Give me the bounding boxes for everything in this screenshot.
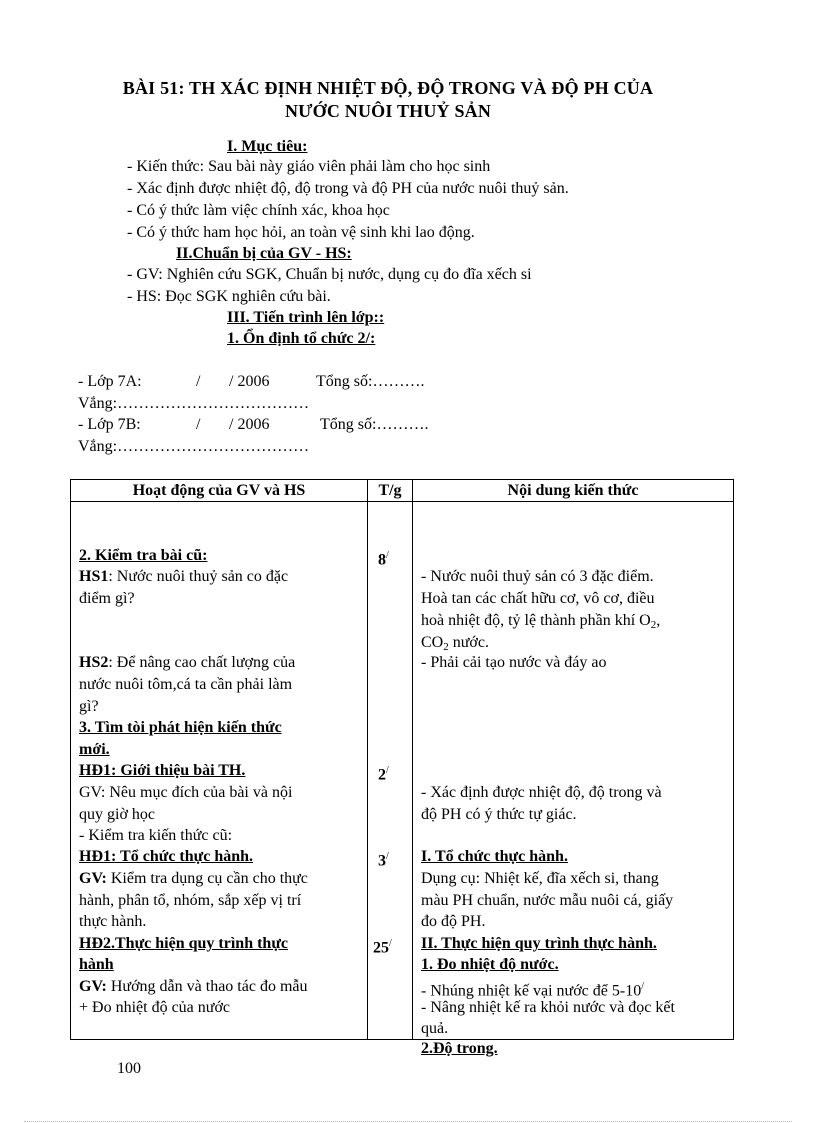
time-number: 8 <box>378 551 386 569</box>
review-heading: 2. Kiểm tra bài cũ: <box>79 547 208 564</box>
page-title-line2: NƯỚC NUÔI THUỶ SẢN <box>284 101 492 121</box>
practice-org-heading: I. Tổ chức thực hành. <box>421 848 568 865</box>
content-column <box>413 502 733 1057</box>
gv-label: GV: <box>79 978 107 995</box>
section2-heading: II.Chuẩn bị của GV - HS: <box>176 245 352 262</box>
time-value <box>378 545 389 571</box>
content-line: Hoà tan các chất hữu cơ, vô cơ, điều <box>421 590 655 607</box>
time-value <box>378 846 389 872</box>
page-number: 100 <box>117 1060 141 1077</box>
hs2-question-cont: nước nuôi tôm,cá ta cần phải làm <box>79 676 293 693</box>
hs1-question-cont: điểm gì? <box>79 590 135 607</box>
hs2-question-end: gì? <box>79 698 99 715</box>
time-number: 25 <box>373 939 389 957</box>
content-line: màu PH chuẩn, nước mẫu nuôi cá, giấy <box>421 892 674 909</box>
hd2-heading: HĐ2.Thực hiện quy trình thực <box>79 935 289 952</box>
content-line: - Phải cải tạo nước và đáy ao <box>421 654 607 671</box>
hd1-intro-heading: HĐ1: Giới thiệu bài TH. <box>79 762 246 779</box>
discovery-heading-cont: mới. <box>79 741 110 758</box>
content-line <box>421 632 489 654</box>
hs2-label: HS2 <box>79 654 109 671</box>
content-line: quả. <box>421 1020 449 1037</box>
table-header-activity: Hoạt động của GV và HS <box>71 480 368 502</box>
subscript: 2 <box>443 641 449 653</box>
content-line <box>421 610 660 632</box>
hd1-org-heading: HĐ1: Tổ chức thực hành. <box>79 848 254 865</box>
hs1-label: HS1 <box>79 568 109 585</box>
gv-intro-line: quy giờ học <box>79 806 156 823</box>
content-line: độ PH có ý thức tự giác. <box>421 806 577 823</box>
minute-mark: / <box>386 851 389 862</box>
section3-subheading: 1. Ổn định tổ chức 2/: <box>227 330 376 347</box>
content-text: CO <box>421 634 444 651</box>
section1-heading: I. Mục tiêu: <box>227 138 308 155</box>
page-bottom-rule <box>24 1121 792 1122</box>
gv-guide-line: + Đo nhiệt độ của nước <box>79 999 231 1016</box>
section1-item: - Có ý thức ham học hỏi, an toàn vệ sinh khi lao động. <box>127 224 475 241</box>
time-value <box>378 760 389 786</box>
section3-heading: III. Tiến trình lên lớp:: <box>227 309 385 326</box>
section2-item: - HS: Đọc SGK nghiên cứu bài. <box>127 288 331 305</box>
attendance-class: - Lớp 7A: <box>78 373 142 390</box>
minute-mark: / <box>641 981 644 992</box>
content-text: hoà nhiệt độ, tỷ lệ thành phần khí O <box>421 612 651 629</box>
attendance-year: / 2006 <box>229 373 270 390</box>
attendance-year: / 2006 <box>229 416 270 433</box>
gv-org-line: hành, phân tổ, nhóm, sắp xếp vị trí <box>79 892 302 909</box>
subscript: 2 <box>650 619 657 631</box>
content-line: - Nâng nhiệt kế ra khỏi nước và đọc kết <box>421 999 675 1016</box>
hs1-text: : Nước nuôi thuỷ sản co đặc <box>108 568 289 585</box>
content-line: - Nước nuôi thuỷ sản có 3 đặc điểm. <box>421 568 654 585</box>
gv-guide-line <box>79 976 308 998</box>
content-line: Dụng cụ: Nhiệt kế, đĩa xếch si, thang <box>421 870 659 887</box>
content-text: nước. <box>448 634 489 651</box>
content-text: - Nhúng nhiệt kế vại nước để 5-10 <box>421 982 642 1000</box>
content-text: , <box>656 612 661 629</box>
content-line: - Xác định được nhiệt độ, độ trong và <box>421 784 662 801</box>
hs1-question <box>79 566 288 588</box>
table-header-time: T/g <box>368 480 413 502</box>
section1-item: - Kiến thức: Sau bài này giáo viên phải làm cho học sinh <box>127 158 491 175</box>
attendance-absent: Vắng:……………………………… <box>78 438 310 455</box>
gv-label: GV: <box>79 870 107 887</box>
gv-org-line: thực hành. <box>79 913 147 930</box>
minute-mark: / <box>386 550 389 561</box>
clarity-heading: 2.Độ trong. <box>421 1040 498 1057</box>
minute-mark: / <box>389 938 392 949</box>
attendance-total: Tổng số:………. <box>316 373 425 390</box>
gv-guide-text: Hướng dẫn và thao tác đo mẫu <box>106 978 308 995</box>
discovery-heading: 3. Tìm tòi phát hiện kiến thức <box>79 719 282 736</box>
section2-item: - GV: Nghiên cứu SGK, Chuẩn bị nước, dụng cụ đo đĩa xếch si <box>127 266 532 283</box>
attendance-date-sep: / <box>196 373 201 390</box>
hs2-text: : Để nâng cao chất lượng của <box>108 654 296 671</box>
time-number: 2 <box>378 766 386 784</box>
attendance-total: Tổng số:………. <box>320 416 429 433</box>
temperature-heading: 1. Đo nhiệt độ nước. <box>421 956 559 973</box>
attendance-class: - Lớp 7B: <box>78 416 141 433</box>
hs2-question <box>79 652 295 674</box>
minute-mark: / <box>386 765 389 776</box>
gv-org-line <box>79 868 308 890</box>
page-title-line1: BÀI 51: TH XÁC ĐỊNH NHIỆT ĐỘ, ĐỘ TRONG VÀ ĐỘ PH CỦA <box>122 78 654 98</box>
procedure-heading: II. Thực hiện quy trình thực hành. <box>421 935 657 952</box>
hd2-heading-cont: hành <box>79 956 114 973</box>
time-value <box>373 933 392 959</box>
gv-intro-line: - Kiểm tra kiến thức cũ: <box>79 827 233 844</box>
lesson-table <box>70 479 734 1057</box>
section1-item: - Xác định được nhiệt độ, độ trong và độ PH của nước nuôi thuỷ sản. <box>127 180 569 197</box>
attendance-date-sep: / <box>196 416 201 433</box>
section1-item: - Có ý thức làm việc chính xác, khoa học <box>127 202 390 219</box>
time-column <box>368 502 412 1039</box>
table-header-content: Nội dung kiến thức <box>413 480 734 502</box>
activity-column <box>71 502 367 1039</box>
gv-intro-line: GV: Nêu mục đích của bài và nội <box>79 784 293 801</box>
time-number: 3 <box>378 852 386 870</box>
content-line: đo độ PH. <box>421 913 486 930</box>
gv-org-text: Kiểm tra dụng cụ cần cho thực <box>106 870 308 887</box>
attendance-absent: Vắng:……………………………… <box>78 395 310 412</box>
